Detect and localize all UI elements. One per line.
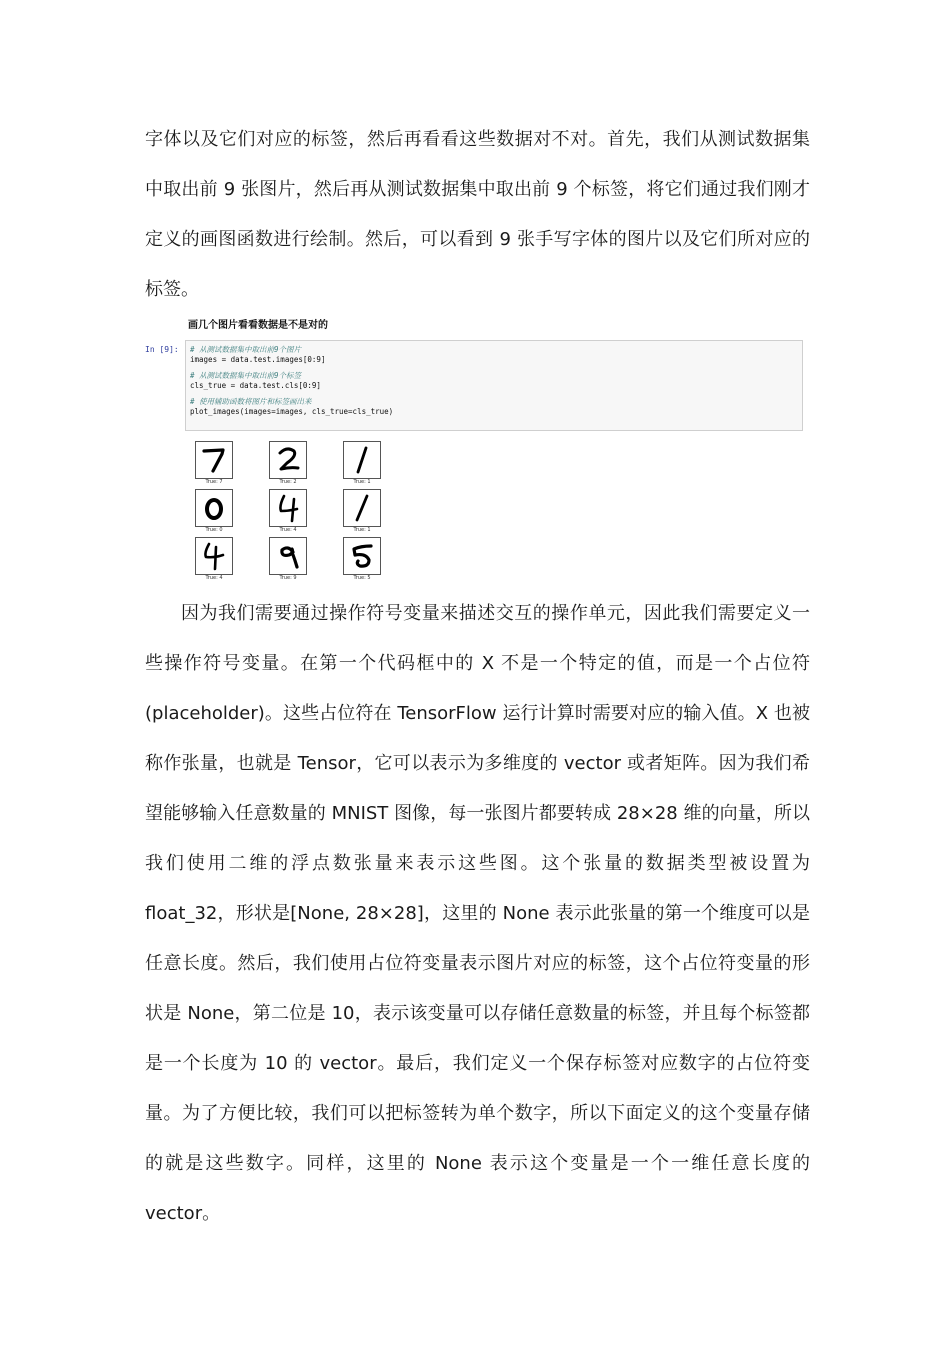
digit-cell [269,537,309,585]
digit-image-4 [269,489,307,527]
digit-image-7 [195,441,233,479]
digit-label: True: 4 [279,527,297,533]
digit-cell [195,441,235,489]
body-paragraph: 字体以及它们对应的标签，然后再看看这些数据对不对。首先，我们从测试数据集中取出前 9 张图片，然后再从测试数据集中取出前 9 个标签，将它们通过我们刚才定义的画图函数进行绘制。然后，可以看到 9 张手写字体的图片以及它们所对应的标签。 [145,129,810,300]
code-comment: # 从测试数据集中取出前9个标签 [190,371,302,380]
digit-label: True: 1 [353,479,371,485]
digit-cell [195,489,235,537]
digit-cell [343,489,383,537]
digit-cell [343,537,383,585]
digit-label: True: 7 [205,479,223,485]
code-line: images = data.test.images[0:9] [190,355,326,364]
cell-heading: 画几个图片看看数据是不是对的 [188,320,328,331]
digit-label: True: 4 [205,575,223,581]
digit-cell [195,537,235,585]
digit-label: True: 1 [353,527,371,533]
notebook-figure [145,315,810,585]
digit-image-1 [343,441,381,479]
digit-cell [269,489,309,537]
code-comment: # 从测试数据集中取出前9个图片 [190,345,302,354]
code-line: plot_images(images=images, cls_true=cls_true) [190,407,394,416]
digit-image-2 [269,441,307,479]
digit-image-grid [193,441,383,585]
digit-label: True: 0 [205,527,223,533]
body-paragraph: 因为我们需要通过操作符号变量来描述交互的操作单元，因此我们需要定义一些操作符号变量。在第一个代码框中的 X 不是一个特定的值，而是一个占位符 (placeholder)。这些占位符在 TensorFlow 运行计算时需要对应的输入值。X 也被称作张量，也就是 Tensor，它可以表示为多维度的 vector 或者矩阵。因为我们希望能够输入任意数量的 MNIST 图像，每一张图片都要转成 28×28 维的向量，所以我们使用二维的浮点数张量来表示这些图。这个张量的数据类型被设置为 float_32，形状是[None, 28×28]，这里的 None 表示此张量的第一个维度可以是任意长度。然后，我们使用占位符变量表示图片对应的标签，这个占位符变量的形状是 None，第二位是 10，表示该变量可以存储任意数量的标签，并且每个标签都是一个长度为 10 的 vector。最后，我们定义一个保存标签对应数字的占位符变量。为了方便比较，我们可以把标签转为单个数字，所以下面定义的这个变量存储的就是这些数字。同样，这里的 None 表示这个变量是一个一维任意长度的 vector。 [145,603,810,1224]
digit-label: True: 9 [279,575,297,581]
digit-cell [269,441,309,489]
digit-image-9 [269,537,307,575]
digit-cell [343,441,383,489]
code-cell[interactable] [185,340,803,431]
digit-image-0 [195,489,233,527]
digit-label: True: 2 [279,479,297,485]
digit-image-1 [343,489,381,527]
cell-prompt: In [9]: [145,345,179,354]
digit-image-5 [343,537,381,575]
code-comment: # 使用辅助函数将图片和标签画出来 [190,397,312,406]
digit-label: True: 5 [353,575,371,581]
digit-image-4 [195,537,233,575]
code-line: cls_true = data.test.cls[0:9] [190,381,321,390]
